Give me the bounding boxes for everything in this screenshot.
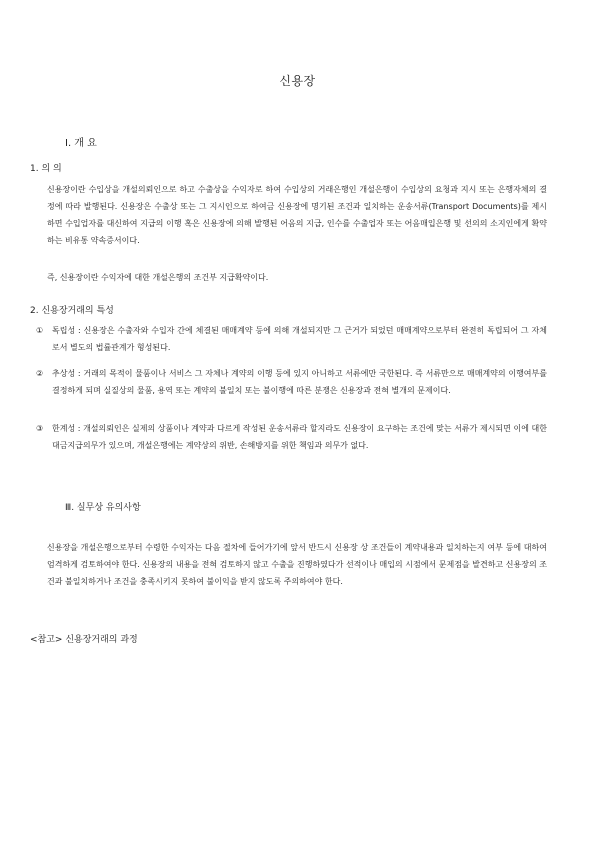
list-item-text: 한계성 : 개설의뢰인은 실제의 상품이나 계약과 다르게 작성된 운송서류라 할지라도 신용장이 요구하는 조건에 맞는 서류가 제시되면 이에 대한 대금지급의무가 있으며, 개설은행에는 계약상의 위반, 손해방지를 위한 책임과 의무가 없다.: [52, 424, 547, 450]
subheading-characteristics: 2. 신용장거래의 특성: [30, 306, 114, 316]
list-item-text: 추상성 : 거래의 목적이 물품이나 서비스 그 자체나 계약의 이행 등에 있지 아니하고 서류에만 국한된다. 즉 서류만으로 매매계약의 이행여부를 결정하게 되며 실질상의 물품, 용역 또는 계약의 불일치 또는 불이행에 따른 분쟁은 신용장과 전혀 별개의 문제이다.: [52, 369, 547, 395]
section-heading-practical-notes: Ⅲ. 실무상 유의사항: [65, 503, 141, 513]
reference-label: <참고> 신용장거래의 과정: [30, 635, 138, 645]
list-item-text: 독립성 : 신용장은 수출자와 수입자 간에 체결된 매매계약 등에 의해 개설되지만 그 근거가 되었던 매매계약으로부터 완전히 독립되어 그 자체로서 별도의 법률관계가 형성된다.: [52, 326, 547, 352]
list-item-number: ①: [36, 326, 44, 335]
list-item-limitation: [36, 420, 547, 454]
document-title: 신용장: [279, 74, 316, 88]
paragraph-practical-notes: 신용장을 개설은행으로부터 수령한 수익자는 다음 절차에 들어가기에 앞서 반드시 신용장 상 조건들이 계약내용과 일치하는지 여부 등에 대하여 엄격하게 검토하여야 한다. 신용장의 내용을 전혀 검토하지 않고 수출을 진행하였다가 선적이나 매입의 시점에서 문제점을 발견하고 신용장의 조건과 불일치하거나 조건을 충족시키지 못하여 불이익을 받지 않도록 주의하여야 한다.: [47, 543, 547, 586]
list-item-abstraction: [36, 365, 547, 399]
section-heading-overview: Ⅰ. 개 요: [65, 138, 97, 149]
subheading-definition: 1. 의 의: [30, 164, 62, 174]
list-item-independence: [36, 322, 547, 356]
list-item-number: ③: [36, 424, 44, 433]
paragraph-definition: 신용장이란 수입상을 개설의뢰인으로 하고 수출상을 수익자로 하여 수입상의 거래은행인 개설은행이 수입상의 요청과 지시 또는 은행자체의 결정에 따라 발행된다. 신용장은 수출상 또는 그 지시인으로 하여금 신용장에 명기된 조건과 일치하는 운송서류(Transport Documents)를 제시하면 수입업자를 대신하여 지급의 이행 혹은 신용장에 의해 발행된 어음의 지급, 인수를 수출업자 또는 어음매입은행 및 선의의 소지인에게 확약하는 비유통 약속증서이다.: [47, 185, 547, 245]
paragraph-summary: 즉, 신용장이란 수익자에 대한 개설은행의 조건부 지급확약이다.: [47, 273, 269, 282]
list-item-number: ②: [36, 369, 44, 378]
